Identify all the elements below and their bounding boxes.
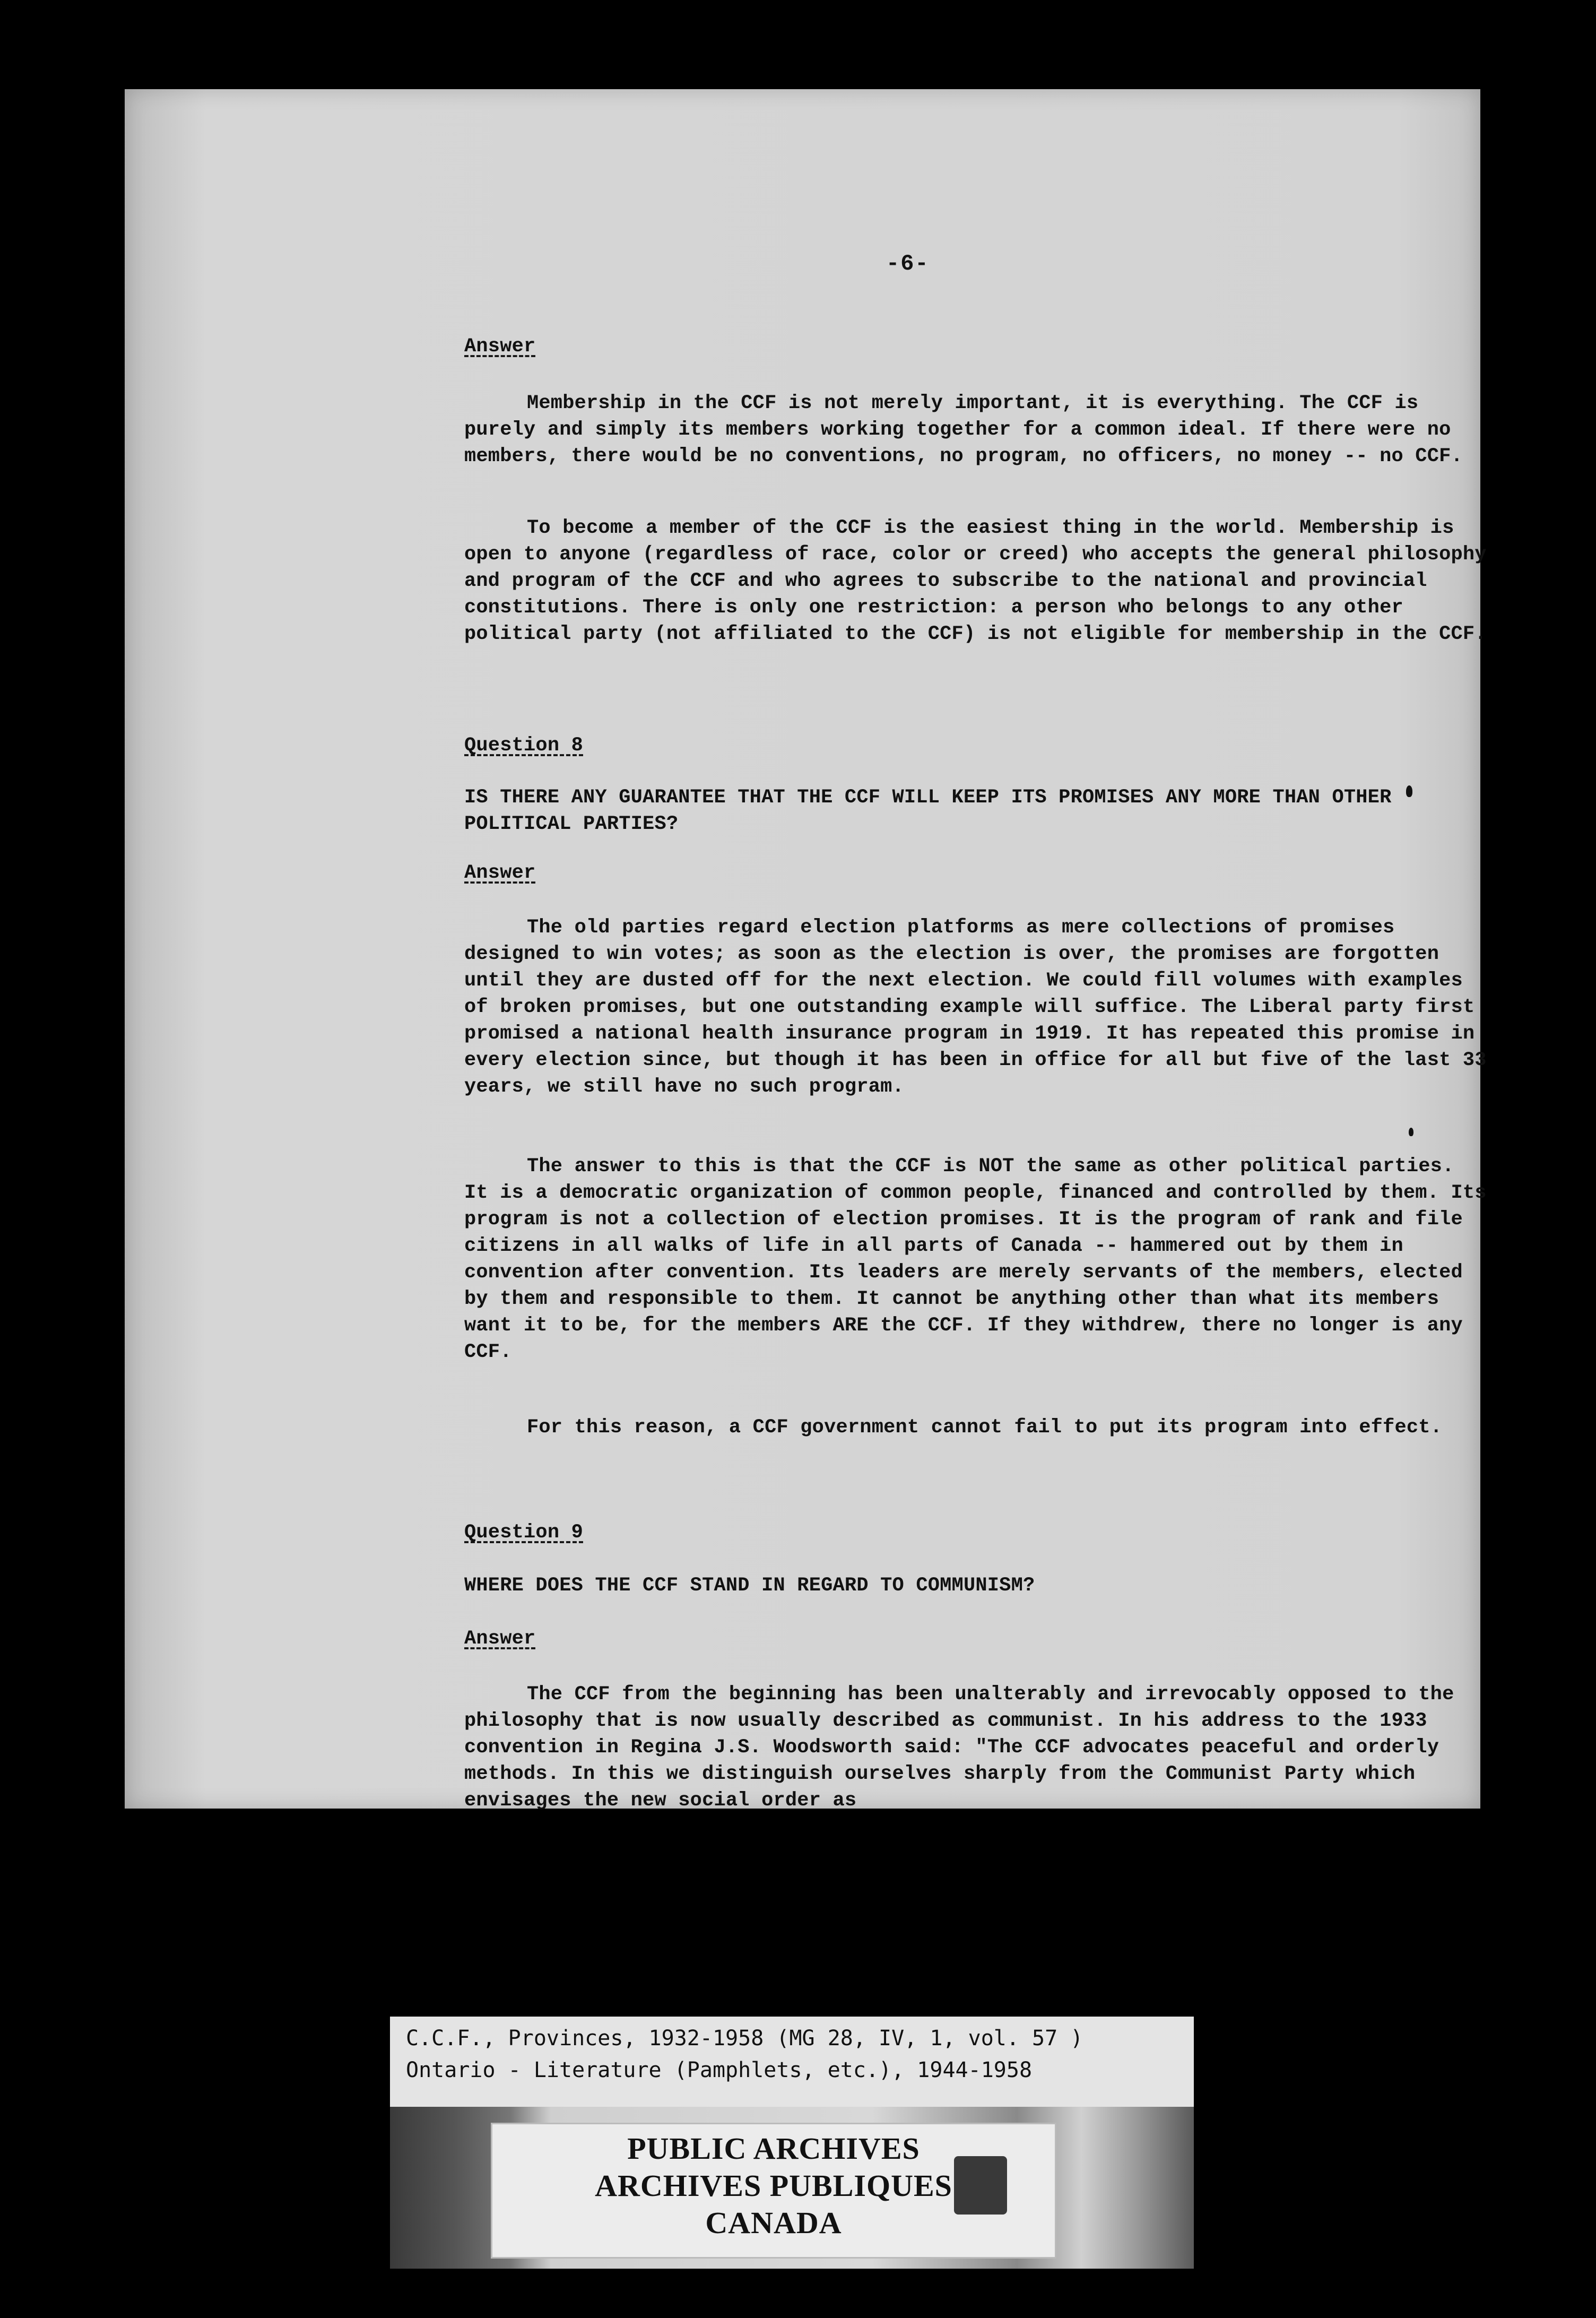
- question-8-text: IS THERE ANY GUARANTEE THAT THE CCF WILL KEEP ITS PROMISES ANY MORE THAN OTHER POLITICAL PARTIES?: [464, 786, 1392, 835]
- stamp-line-2: ARCHIVES PUBLIQUES: [595, 2168, 952, 2203]
- archives-stamp-strip: [390, 2107, 1194, 2269]
- paragraph-old-parties: The old parties regard election platforms as mere collections of promises designed to win votes; as soon as the election is over, the promises are forgotten until they are dusted off for the next election. We could fill volumes with examples of broken promises, but one outstanding example will suffice. The Liberal party first promised a national health insurance program in 1919. It has repeated this promise in every election since, but though it has been in office for all but five of the last 33 years, we still have no such program.: [464, 916, 1487, 1098]
- paragraph-this-reason: For this reason, a CCF government cannot fail to put its program into effect.: [527, 1416, 1443, 1439]
- answer-heading-1: Answer: [464, 335, 536, 358]
- archives-stamp: [491, 2123, 1056, 2259]
- paragraph-become-member: To become a member of the CCF is the easiest thing in the world. Membership is open to anyone (regardless of race, color or creed) who accepts the general philosophy and program of the CCF and who agrees to subscribe to the national and provincial constitutions. There is only one restriction: a person who belongs to any other political party (not affiliated to the CCF) is not eligible for membership in the CCF.: [464, 517, 1487, 645]
- page-number: -6-: [886, 251, 930, 276]
- answer-heading-3: Answer: [464, 1628, 536, 1650]
- paragraph-membership: Membership in the CCF is not merely important, it is everything. The CCF is purely and simply its members working together for a common ideal. If there were no members, there would be no conventions, no program, no officers, no money -- no CCF.: [464, 392, 1463, 468]
- archive-label-line-2: Ontario - Literature (Pamphlets, etc.), 1944-1958: [406, 2058, 1033, 2082]
- paragraph-communism: The CCF from the beginning has been unalterably and irrevocably opposed to the philosophy that is now usually described as communist. In his address to the 1933 convention in Regina J.S. Woodsworth said: "The CCF advocates peaceful and orderly methods. In this we distinguish ourselves sharply from the Communist Party which envisages the new social order as: [464, 1683, 1454, 1812]
- archive-label-line-1: C.C.F., Provinces, 1932-1958 (MG 28, IV, 1, vol. 57 ): [406, 2026, 1083, 2051]
- question-8-heading: Question 8: [464, 734, 584, 757]
- answer-heading-2: Answer: [464, 862, 536, 884]
- paragraph-answer-democratic: The answer to this is that the CCF is NOT the same as other political parties. It is a democratic organization of common people, financed and controlled by them. Its program is not a collection of election promises. It is the program of rank and file citizens in all walks of life in all parts of Canada -- hammered out by them in convention after convention. Its leaders are merely servants of the members, elected by them and responsible to them. It cannot be anything other than what its members want it to be, for the members ARE the CCF. If they withdrew, there no longer is any CCF.: [464, 1155, 1487, 1363]
- margin-mark: [1406, 785, 1412, 797]
- archive-label-card: [390, 2017, 1194, 2108]
- stamp-line-3: CANADA: [705, 2205, 842, 2240]
- stamp-line-1: PUBLIC ARCHIVES: [627, 2131, 920, 2166]
- question-9-text: WHERE DOES THE CCF STAND IN REGARD TO COMMUNISM?: [464, 1575, 1035, 1597]
- stamp-ink-blot: [954, 2156, 1007, 2215]
- margin-mark: [1409, 1128, 1413, 1136]
- question-9-heading: Question 9: [464, 1521, 584, 1544]
- document-page: [125, 89, 1487, 1812]
